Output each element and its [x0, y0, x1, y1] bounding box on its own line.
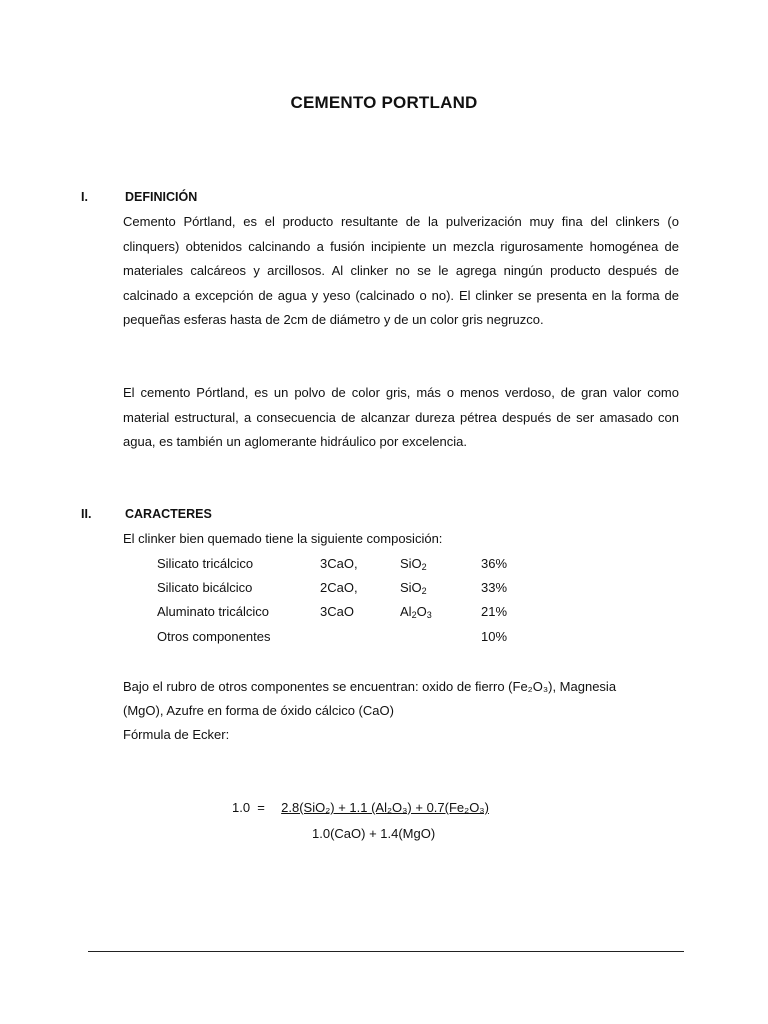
component-name: Aluminato tricálcico — [157, 604, 269, 619]
component-name: Otros componentes — [157, 629, 271, 644]
component-percent: 33% — [481, 580, 508, 595]
formula-denominator: 1.0(CaO) + 1.4(MgO) — [312, 826, 436, 841]
composition-row — [0, 629, 768, 649]
component-name: Silicato tricálcico — [157, 556, 254, 571]
formula-numerator: 2.8(SiO₂) + 1.1 (Al₂O₃) + 0.7(Fe₂O₃) — [281, 800, 489, 815]
definition-paragraph-2: El cemento Pórtland, es un polvo de color gris, más o menos verdoso, de gran valor como material estructural, a consecuencia de alcanzar dureza pétrea después de ser amasado con agua, es también un aglomerante hidráulico por excelencia. — [123, 385, 679, 449]
component-formula: 2CaO, — [320, 580, 358, 595]
component-oxide: SiO$_2$ — [400, 580, 427, 596]
composition-row — [0, 604, 768, 624]
formula-numerator-line — [232, 800, 489, 815]
page-title: CEMENTO PORTLAND — [290, 93, 478, 112]
component-formula: 3CaO — [320, 604, 354, 619]
component-percent: 21% — [481, 604, 508, 619]
component-oxide: SiO$_2$ — [400, 556, 427, 572]
component-oxide: $Al_2O_3$ — [400, 604, 432, 620]
others-paragraph-line-2: (MgO), Azufre en forma de óxido cálcico (CaO) — [123, 703, 394, 718]
definition-paragraph-1: Cemento Pórtland, es el producto resultante de la pulverización muy fina del clinkers (o clinquers) obtenidos calcinando a fusión incipiente un mezcla rigurosamente homogénea de materiales calcáreos y arcillosos. Al clinker no se le agrega ningún producto después de calcinado a excepción de agua y yeso (calcinado o no). El clinker se presenta en la forma de pequeñas esferas hasta de 2cm de diámetro y de un color gris negruzco. — [123, 214, 679, 327]
formula-lhs: 1.0 = — [232, 800, 265, 815]
composition-row — [0, 580, 768, 600]
composition-intro: El clinker bien quemado tiene la siguiente composición: — [123, 531, 443, 546]
section-number: I. — [81, 190, 88, 204]
others-paragraph-line-1: Bajo el rubro de otros componentes se encuentran: oxido de fierro (Fe₂O₃), Magnesia — [123, 679, 617, 694]
section-number: II. — [81, 507, 92, 521]
footer-divider — [88, 951, 684, 952]
component-percent: 36% — [481, 556, 508, 571]
composition-row — [0, 556, 768, 576]
section-heading-caracteres: CARACTERES — [125, 507, 212, 521]
formula-label: Fórmula de Ecker: — [123, 727, 230, 742]
component-formula: 3CaO, — [320, 556, 358, 571]
component-percent: 10% — [481, 629, 508, 644]
section-heading-definicion: DEFINICIÓN — [125, 190, 198, 204]
component-name: Silicato bicálcico — [157, 580, 253, 595]
